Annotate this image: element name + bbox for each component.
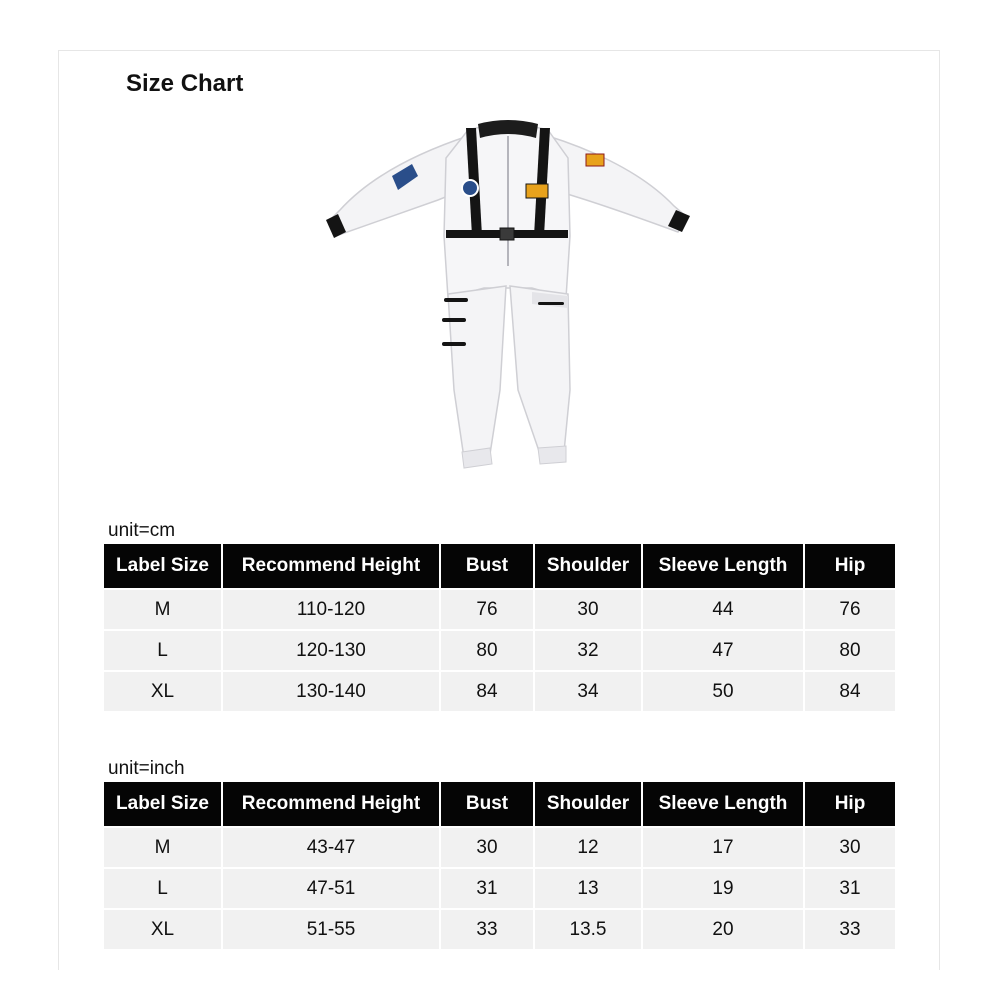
table-cell: 31 xyxy=(440,868,534,909)
table-header-row xyxy=(104,544,895,589)
table-cell: 30 xyxy=(534,589,642,630)
table-cell: 76 xyxy=(440,589,534,630)
column-header: Label Size xyxy=(104,544,222,589)
table-cell: 50 xyxy=(642,671,804,711)
table-row xyxy=(104,671,895,711)
table-row xyxy=(104,909,895,949)
table-cell: 33 xyxy=(440,909,534,949)
table-cell: 76 xyxy=(804,589,895,630)
product-image xyxy=(318,118,698,478)
table-cell: 120-130 xyxy=(222,630,440,671)
astronaut-costume-icon xyxy=(318,118,698,478)
table-cell: 20 xyxy=(642,909,804,949)
table-cell: 84 xyxy=(804,671,895,711)
unit-label-cm: unit=cm xyxy=(108,520,176,541)
table-cell: 43-47 xyxy=(222,827,440,868)
column-header: Hip xyxy=(804,782,895,827)
table-cell: 34 xyxy=(534,671,642,711)
table-cell: 13 xyxy=(534,868,642,909)
column-header: Hip xyxy=(804,544,895,589)
column-header: Sleeve Length xyxy=(642,544,804,589)
table-cell: 47-51 xyxy=(222,868,440,909)
unit-label-inch: unit=inch xyxy=(108,758,185,779)
table-row xyxy=(104,827,895,868)
column-header: Sleeve Length xyxy=(642,782,804,827)
table-row xyxy=(104,868,895,909)
table-cell: M xyxy=(104,589,222,630)
table-cell: 31 xyxy=(804,868,895,909)
table-cell: 19 xyxy=(642,868,804,909)
table-cell: XL xyxy=(104,671,222,711)
table-cell: 17 xyxy=(642,827,804,868)
table-cell: 80 xyxy=(804,630,895,671)
page-title: Size Chart xyxy=(126,70,244,97)
column-header: Shoulder xyxy=(534,782,642,827)
table-cell: 84 xyxy=(440,671,534,711)
column-header: Label Size xyxy=(104,782,222,827)
table-cell: 80 xyxy=(440,630,534,671)
column-header: Bust xyxy=(440,782,534,827)
table-cell: 30 xyxy=(804,827,895,868)
table-cell: 51-55 xyxy=(222,909,440,949)
column-header: Recommend Height xyxy=(222,544,440,589)
column-header: Shoulder xyxy=(534,544,642,589)
table-cell: 12 xyxy=(534,827,642,868)
table-cell: 44 xyxy=(642,589,804,630)
table-row xyxy=(104,589,895,630)
table-cell: L xyxy=(104,868,222,909)
column-header: Bust xyxy=(440,544,534,589)
column-header: Recommend Height xyxy=(222,782,440,827)
table-cell: 110-120 xyxy=(222,589,440,630)
table-cell: 130-140 xyxy=(222,671,440,711)
table-cell: 33 xyxy=(804,909,895,949)
table-cell: 30 xyxy=(440,827,534,868)
table-cell: XL xyxy=(104,909,222,949)
table-cell: 32 xyxy=(534,630,642,671)
table-cell: L xyxy=(104,630,222,671)
table-cell: 13.5 xyxy=(534,909,642,949)
table-row xyxy=(104,630,895,671)
table-header-row xyxy=(104,782,895,827)
table-cell: M xyxy=(104,827,222,868)
table-cell: 47 xyxy=(642,630,804,671)
size-table-cm xyxy=(104,544,895,711)
size-table-inch xyxy=(104,782,895,949)
